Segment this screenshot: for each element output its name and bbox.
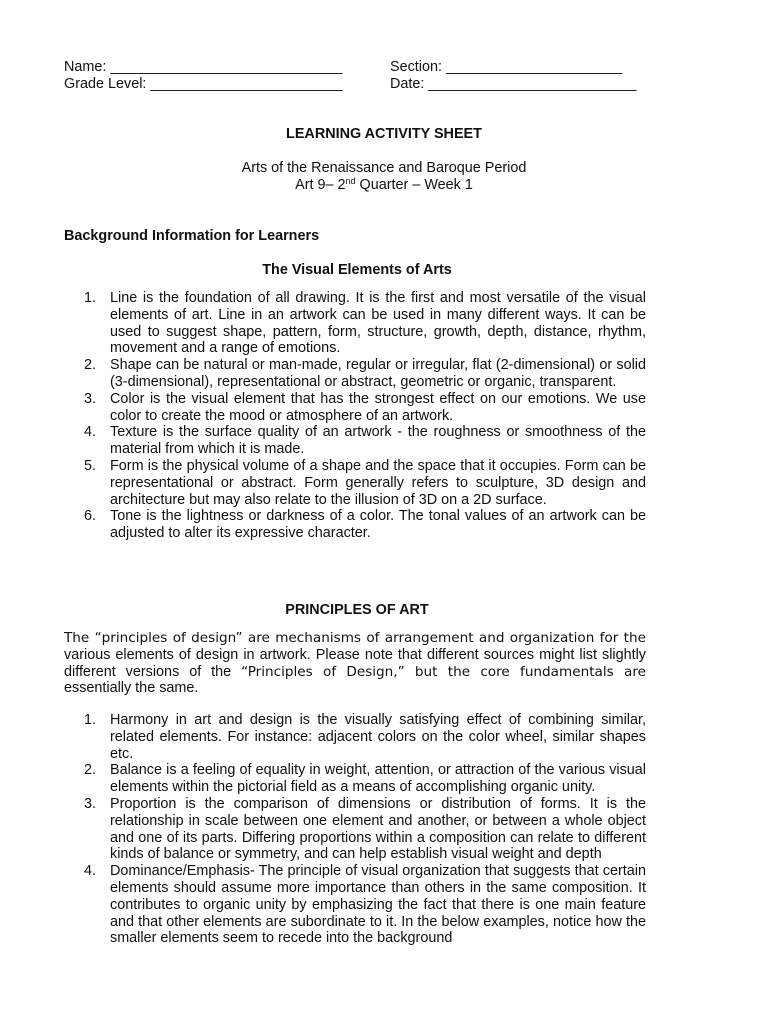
course-superscript: nd <box>345 176 356 186</box>
list-item: 3. Proportion is the comparison of dimensions or distribution of forms. It is the relationship in scale between one element and another, or between a whole object and one of its parts. Differing proportions within a composition can relate to different kinds of balance or symmetry, and can help establish visual weight and depth <box>84 795 646 863</box>
course-suffix: Quarter – Week 1 <box>355 177 473 193</box>
list-item: 6. Tone is the lightness or darkness of a color. The tonal values of an artwork can be adjusted to alter its expressive character. <box>84 508 646 542</box>
visual-elements-list <box>64 290 646 542</box>
section-field: Section: ______________________ <box>390 59 623 75</box>
course-prefix: Art 9– 2 <box>295 177 346 193</box>
list-item: 5. Form is the physical volume of a shape and the space that it occupies. Form can be representational or abstract. Form generally refers to sculpture, 3D design and architecture but may also relate to the illusion of 3D on a 2D surface. <box>84 457 646 508</box>
list-item: 2. Balance is a feeling of equality in weight, attention, or attraction of the various visual elements within the pictorial field as a means of accomplishing organic unity. <box>84 762 646 796</box>
list-item: 1. Line is the foundation of all drawing. It is the first and most versatile of the visual elements of art. Line in an artwork can be used in many different ways. It can be used to suggest shape, pattern, form, structure, growth, depth, distance, rhythm, movement and a range of emotions. <box>84 290 646 357</box>
principles-list <box>64 712 646 947</box>
date-field: Date: __________________________ <box>390 76 637 92</box>
list-item: 2. Shape can be natural or man-made, regular or irregular, flat (2-dimensional) or solid (3-dimensional), representational or abstract, geometric or organic, transparent. <box>84 357 646 390</box>
sheet-subtitle: Arts of the Renaissance and Baroque Period <box>241 160 527 176</box>
list-item: 3. Color is the visual element that has the strongest effect on our emotions. We use color to create the mood or atmosphere of an artwork. <box>84 390 646 424</box>
list-item: 4. Dominance/Emphasis- The principle of visual organization that suggests that certain elements should assume more importance than others in the same composition. It contributes to organic unity by emphasizing the fact that there is one main feature and that other elements are subordinate to it. In the below examples, notice how the smaller elements seem to recede into the background <box>84 863 646 947</box>
sheet-title: LEARNING ACTIVITY SHEET <box>286 126 482 142</box>
course-line <box>0 177 768 194</box>
background-heading: Background Information for Learners <box>64 228 320 244</box>
grade-level-field: Grade Level: ________________________ <box>64 76 343 92</box>
list-item: 1. Harmony in art and design is the visually satisfying effect of combining similar, related elements. For instance: adjacent colors on the color wheel, similar shapes etc. <box>84 712 646 762</box>
principles-intro: The “principles of design” are mechanisms of arrangement and organization for the various elements of design in artwork. Please note that different sources might list slightly different versions of the “Principles of Design,” but the core fundamentals are essentially the same. <box>64 630 646 697</box>
visual-elements-heading: The Visual Elements of Arts <box>262 262 452 278</box>
principles-heading: PRINCIPLES OF ART <box>285 602 429 618</box>
name-field: Name: _____________________________ <box>64 59 343 75</box>
list-item: 4. Texture is the surface quality of an artwork - the roughness or smoothness of the material from which it is made. <box>84 424 646 458</box>
